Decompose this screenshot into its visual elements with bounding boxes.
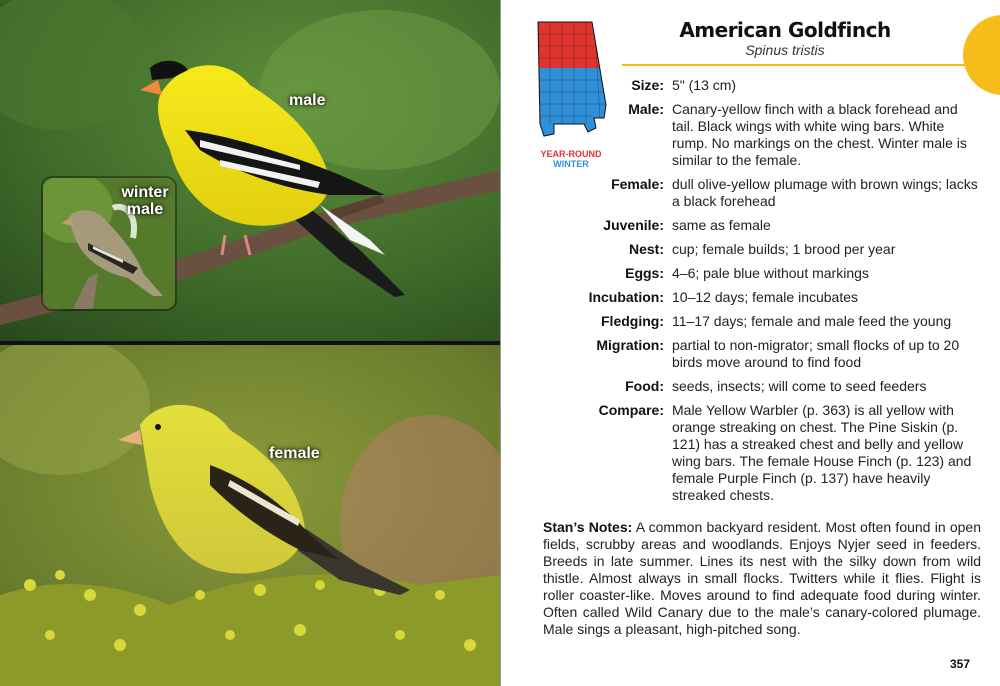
fact-label: Juvenile: bbox=[603, 217, 664, 233]
fact-row bbox=[540, 217, 980, 234]
winter-male-label bbox=[115, 184, 175, 218]
species-facts bbox=[540, 77, 980, 511]
fact-label: Food: bbox=[625, 378, 664, 394]
species-common-name: American Goldfinch bbox=[679, 18, 891, 42]
fact-row bbox=[540, 402, 980, 504]
fact-label: Eggs: bbox=[625, 265, 664, 281]
fact-row bbox=[540, 176, 980, 210]
winter-male-label-line2: male bbox=[126, 201, 164, 218]
fact-row bbox=[540, 265, 980, 282]
winter-male-label-line1: winter bbox=[121, 184, 169, 201]
fact-label: Migration: bbox=[596, 337, 664, 353]
fact-value: Male Yellow Warbler (p. 363) is all yellow with orange streaking on chest. The Pine Siskin (p. 121) has a streaked chest and belly and yellow wing bars. The female House Finch (p. 123) and female Purple Finch (p. 137) have heavily streaked chests. bbox=[672, 402, 972, 503]
species-scientific-name: Spinus tristis bbox=[745, 42, 825, 58]
fact-label: Male: bbox=[628, 101, 664, 117]
fact-value: same as female bbox=[672, 217, 771, 233]
fact-value: cup; female builds; 1 brood per year bbox=[672, 241, 896, 257]
fact-row bbox=[540, 313, 980, 330]
fact-label: Female: bbox=[611, 176, 664, 192]
female-photo bbox=[0, 345, 500, 686]
fact-value: 10–12 days; female incubates bbox=[672, 289, 859, 305]
legend-winter: WINTER bbox=[553, 159, 589, 169]
winter-male-inset-photo bbox=[43, 178, 175, 309]
male-label: male bbox=[289, 92, 326, 109]
fact-row bbox=[540, 289, 980, 306]
fact-value: dull olive-yellow plumage with brown wings; lacks a black forehead bbox=[672, 176, 978, 209]
page-number: 357 bbox=[950, 657, 971, 671]
range-map-year-round-region bbox=[538, 22, 600, 68]
fact-label: Fledging: bbox=[601, 313, 664, 329]
fact-value: 11–17 days; female and male feed the young bbox=[672, 313, 952, 329]
fact-row bbox=[540, 101, 980, 169]
fact-label: Compare: bbox=[598, 402, 664, 418]
legend-year-round: YEAR-ROUND bbox=[540, 149, 602, 159]
stans-notes bbox=[543, 519, 981, 638]
fact-value: seeds, insects; will come to seed feeders bbox=[672, 378, 927, 394]
fact-value: partial to non-migrator; small flocks of up to 20 birds move around to find food bbox=[672, 337, 960, 370]
fact-value: 4–6; pale blue without markings bbox=[672, 265, 869, 281]
fact-label: Size: bbox=[631, 77, 664, 93]
fact-value: Canary-yellow finch with a black forehead and tail. Black wings with white wing bars. White rump. No markings on the chest. Winter male is similar to the female. bbox=[672, 101, 967, 168]
fact-label: Incubation: bbox=[588, 289, 664, 305]
notes-text: A common backyard resident. Most often found in open fields, scrubby areas and woodlands. Enjoys Nyjer seed in feeders. Breeds in late summer. Lines its nest with the silky down from wild thistle. Almost always in small flocks. Twitters while it flies. Flight is roller coaster-like. Moves around to find adequate food during winter. Often called Wild Canary due to the male’s canary-colored plumage. Male sings a pleasant, high-pitched song. bbox=[543, 519, 981, 637]
male-photo bbox=[0, 0, 500, 341]
fact-row bbox=[540, 77, 980, 94]
female-label: female bbox=[269, 445, 320, 462]
header-rule bbox=[622, 64, 970, 66]
fact-label: Nest: bbox=[628, 241, 664, 257]
fact-row bbox=[540, 378, 980, 395]
fact-value: 5" (13 cm) bbox=[672, 77, 737, 93]
fact-row bbox=[540, 241, 980, 258]
fact-row bbox=[540, 337, 980, 371]
notes-label: Stan’s Notes: bbox=[543, 519, 633, 535]
